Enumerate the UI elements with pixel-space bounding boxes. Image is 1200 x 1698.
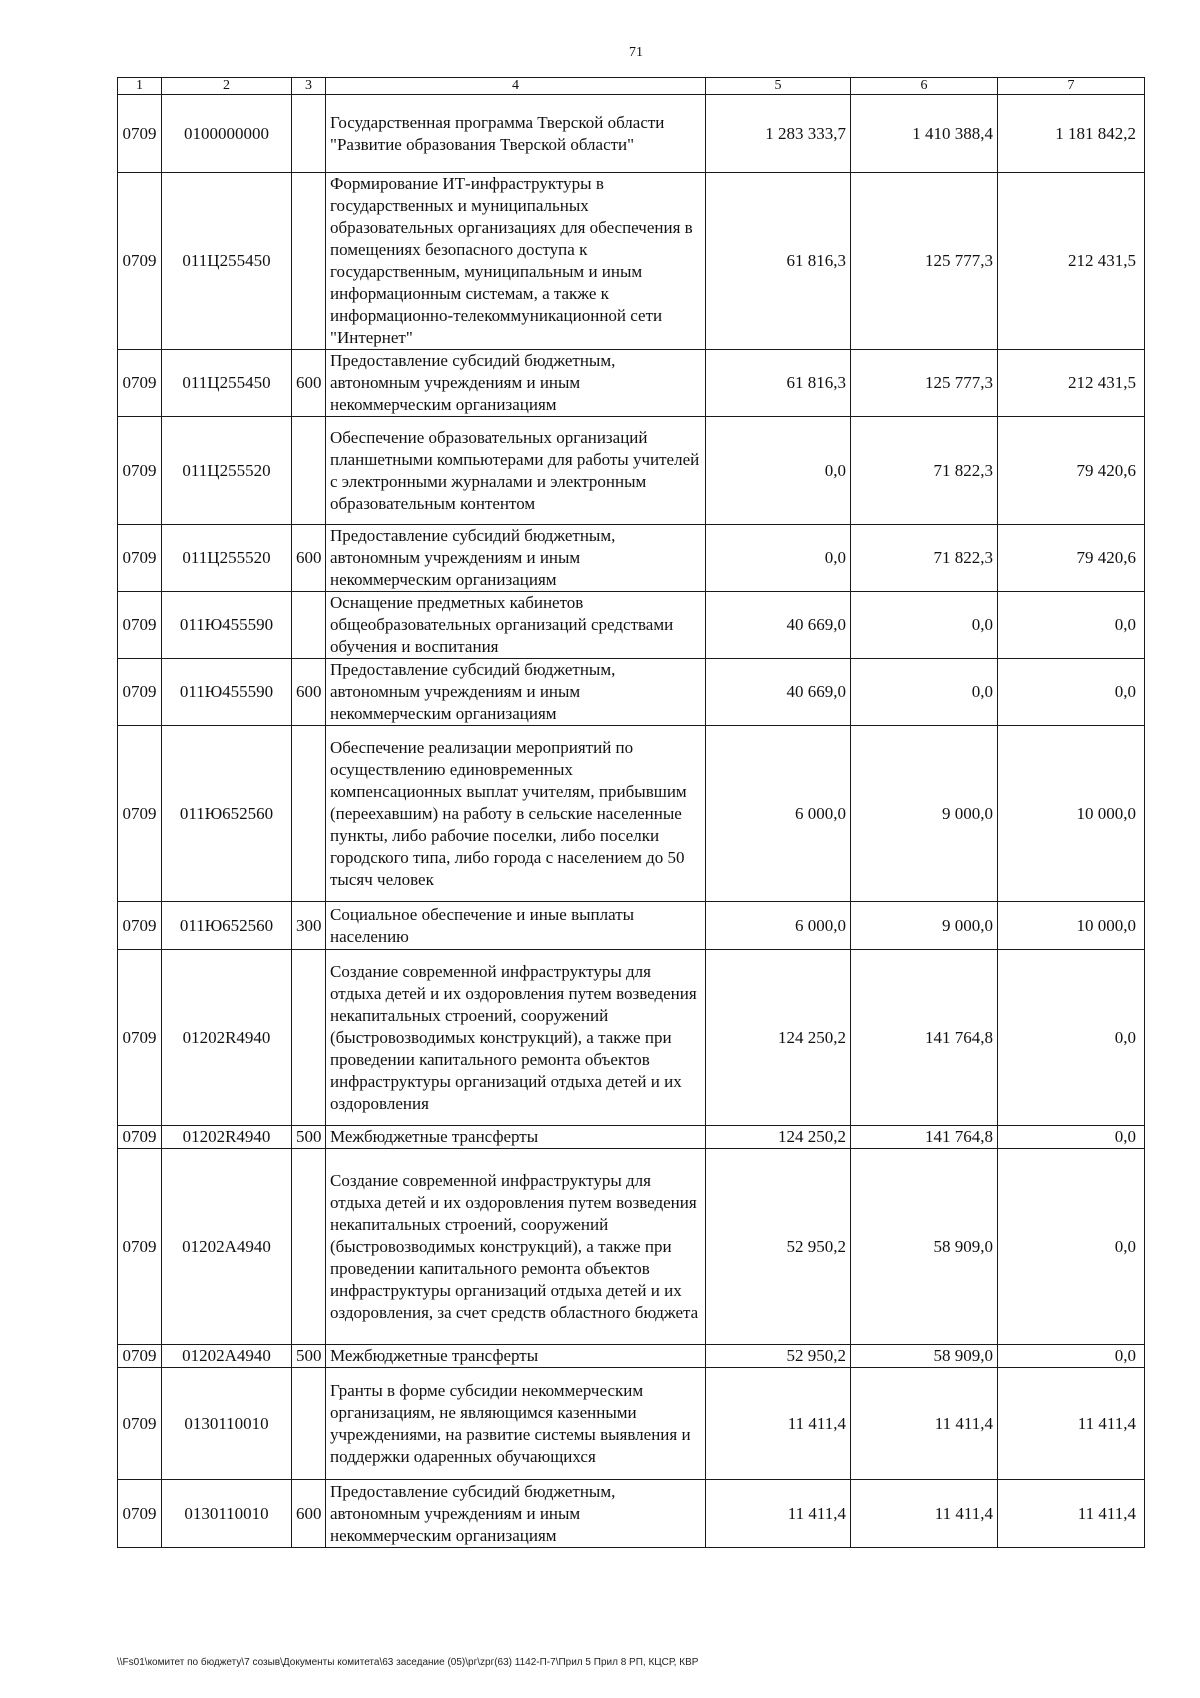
row-description: Предоставление субсидий бюджетным, автономным учреждениям и иным некоммерческим организациям	[326, 659, 706, 726]
row-expense-type-code	[292, 417, 326, 525]
row-amount-col6: 11 411,4	[851, 1480, 998, 1548]
row-amount-col5: 11 411,4	[706, 1368, 851, 1480]
row-amount-col7: 10 000,0	[998, 726, 1145, 902]
table-row	[118, 350, 1145, 417]
row-section-code: 0709	[118, 1149, 162, 1345]
row-section-code: 0709	[118, 525, 162, 592]
column-header: 1	[118, 78, 162, 95]
header-row	[118, 78, 1145, 95]
table-row	[118, 1480, 1145, 1548]
row-expense-type-code: 500	[292, 1345, 326, 1368]
row-expense-type-code	[292, 1368, 326, 1480]
row-amount-col7: 79 420,6	[998, 525, 1145, 592]
row-expense-type-code	[292, 950, 326, 1126]
row-amount-col7: 11 411,4	[998, 1368, 1145, 1480]
row-amount-col7: 0,0	[998, 592, 1145, 659]
row-amount-col6: 141 764,8	[851, 1126, 998, 1149]
row-amount-col6: 125 777,3	[851, 350, 998, 417]
row-amount-col5: 1 283 333,7	[706, 95, 851, 173]
row-description: Оснащение предметных кабинетов общеобразовательных организаций средствами обучения и воспитания	[326, 592, 706, 659]
row-amount-col7: 0,0	[998, 1126, 1145, 1149]
row-amount-col6: 9 000,0	[851, 726, 998, 902]
row-amount-col6: 0,0	[851, 592, 998, 659]
row-section-code: 0709	[118, 1368, 162, 1480]
row-amount-col6: 58 909,0	[851, 1345, 998, 1368]
row-section-code: 0709	[118, 1480, 162, 1548]
table-row	[118, 592, 1145, 659]
row-description: Создание современной инфраструктуры для отдыха детей и их оздоровления путем возведения некапитальных строений, сооружений (быстровозводимых конструкций), а также при проведении капитального ремонта объектов инфраструктуры организаций отдыха детей и их оздоровления	[326, 950, 706, 1126]
row-expense-type-code	[292, 173, 326, 350]
row-amount-col6: 1 410 388,4	[851, 95, 998, 173]
row-section-code: 0709	[118, 902, 162, 950]
row-amount-col5: 61 816,3	[706, 173, 851, 350]
column-header: 7	[998, 78, 1145, 95]
row-section-code: 0709	[118, 950, 162, 1126]
row-amount-col5: 40 669,0	[706, 592, 851, 659]
table-row	[118, 1368, 1145, 1480]
table-body	[118, 95, 1145, 1548]
row-amount-col6: 141 764,8	[851, 950, 998, 1126]
table-row	[118, 1126, 1145, 1149]
row-target-article-code: 01202R4940	[162, 950, 292, 1126]
row-expense-type-code	[292, 726, 326, 902]
row-expense-type-code: 600	[292, 525, 326, 592]
row-description: Межбюджетные трансферты	[326, 1345, 706, 1368]
column-header: 2	[162, 78, 292, 95]
column-header: 3	[292, 78, 326, 95]
row-amount-col5: 40 669,0	[706, 659, 851, 726]
row-section-code: 0709	[118, 95, 162, 173]
row-amount-col7: 10 000,0	[998, 902, 1145, 950]
row-description: Предоставление субсидий бюджетным, автономным учреждениям и иным некоммерческим организациям	[326, 525, 706, 592]
row-target-article-code: 011Ц255520	[162, 525, 292, 592]
row-target-article-code: 01202А4940	[162, 1149, 292, 1345]
row-description: Предоставление субсидий бюджетным, автономным учреждениям и иным некоммерческим организациям	[326, 1480, 706, 1548]
table-row	[118, 726, 1145, 902]
row-section-code: 0709	[118, 1126, 162, 1149]
table-row	[118, 525, 1145, 592]
row-section-code: 0709	[118, 659, 162, 726]
row-amount-col6: 58 909,0	[851, 1149, 998, 1345]
row-section-code: 0709	[118, 417, 162, 525]
row-amount-col5: 0,0	[706, 525, 851, 592]
row-amount-col5: 0,0	[706, 417, 851, 525]
row-target-article-code: 011Ц255450	[162, 173, 292, 350]
page-number: 71	[629, 45, 643, 60]
row-section-code: 0709	[118, 350, 162, 417]
row-target-article-code: 0100000000	[162, 95, 292, 173]
table-row	[118, 1149, 1145, 1345]
row-description: Обеспечение образовательных организаций планшетными компьютерами для работы учителей с электронными журналами и электронным образовательным контентом	[326, 417, 706, 525]
row-amount-col7: 1 181 842,2	[998, 95, 1145, 173]
row-amount-col6: 11 411,4	[851, 1368, 998, 1480]
row-description: Социальное обеспечение и иные выплаты населению	[326, 902, 706, 950]
table-row	[118, 95, 1145, 173]
row-amount-col7: 0,0	[998, 1345, 1145, 1368]
row-amount-col5: 52 950,2	[706, 1149, 851, 1345]
row-expense-type-code	[292, 95, 326, 173]
row-amount-col7: 0,0	[998, 1149, 1145, 1345]
table-row	[118, 950, 1145, 1126]
row-description: Создание современной инфраструктуры для отдыха детей и их оздоровления путем возведения некапитальных строений, сооружений (быстровозводимых конструкций), а также при проведении капитального ремонта объектов инфраструктуры организаций отдыха детей и их оздоровления, за счет средств областного бюджета	[326, 1149, 706, 1345]
table-row	[118, 659, 1145, 726]
row-amount-col6: 0,0	[851, 659, 998, 726]
row-amount-col7: 0,0	[998, 659, 1145, 726]
row-amount-col5: 6 000,0	[706, 726, 851, 902]
row-description: Предоставление субсидий бюджетным, автономным учреждениям и иным некоммерческим организациям	[326, 350, 706, 417]
row-amount-col7: 11 411,4	[998, 1480, 1145, 1548]
row-description: Гранты в форме субсидии некоммерческим организациям, не являющимся казенными учреждениями, на развитие системы выявления и поддержки одаренных обучающихся	[326, 1368, 706, 1480]
row-amount-col6: 71 822,3	[851, 417, 998, 525]
row-expense-type-code: 500	[292, 1126, 326, 1149]
row-target-article-code: 011Ю455590	[162, 659, 292, 726]
row-target-article-code: 0130110010	[162, 1480, 292, 1548]
row-amount-col5: 61 816,3	[706, 350, 851, 417]
row-amount-col7: 79 420,6	[998, 417, 1145, 525]
table-row	[118, 417, 1145, 525]
table-row	[118, 902, 1145, 950]
row-description: Государственная программа Тверской области "Развитие образования Тверской области"	[326, 95, 706, 173]
row-amount-col6: 9 000,0	[851, 902, 998, 950]
row-amount-col5: 11 411,4	[706, 1480, 851, 1548]
row-expense-type-code: 600	[292, 1480, 326, 1548]
row-section-code: 0709	[118, 173, 162, 350]
row-expense-type-code: 600	[292, 350, 326, 417]
row-amount-col7: 0,0	[998, 950, 1145, 1126]
row-amount-col7: 212 431,5	[998, 173, 1145, 350]
row-amount-col5: 6 000,0	[706, 902, 851, 950]
row-amount-col5: 52 950,2	[706, 1345, 851, 1368]
row-description: Обеспечение реализации мероприятий по осуществлению единовременных компенсационных выплат учителям, прибывшим (переехавшим) на работу в сельские населенные пункты, либо рабочие поселки, либо поселки городского типа, либо города с населением до 50 тысяч человек	[326, 726, 706, 902]
row-expense-type-code	[292, 1149, 326, 1345]
column-header: 5	[706, 78, 851, 95]
row-section-code: 0709	[118, 1345, 162, 1368]
column-header: 4	[326, 78, 706, 95]
row-target-article-code: 011Ю652560	[162, 902, 292, 950]
row-section-code: 0709	[118, 726, 162, 902]
row-amount-col6: 71 822,3	[851, 525, 998, 592]
row-target-article-code: 011Ц255450	[162, 350, 292, 417]
column-header: 6	[851, 78, 998, 95]
row-section-code: 0709	[118, 592, 162, 659]
row-expense-type-code: 300	[292, 902, 326, 950]
table-row	[118, 173, 1145, 350]
row-amount-col5: 124 250,2	[706, 950, 851, 1126]
row-target-article-code: 011Ц255520	[162, 417, 292, 525]
row-amount-col6: 125 777,3	[851, 173, 998, 350]
row-description: Формирование ИТ-инфраструктуры в государственных и муниципальных образовательных организациях для обеспечения в помещениях безопасного доступа к государственным, муниципальным и иным информационным системам, а также к информационно-телекоммуникационной сети "Интернет"	[326, 173, 706, 350]
row-target-article-code: 0130110010	[162, 1368, 292, 1480]
budget-table	[117, 77, 1145, 1548]
row-target-article-code: 01202А4940	[162, 1345, 292, 1368]
file-path-footer: \\Fs01\комитет по бюджету\7 созыв\Документы комитета\63 заседание (05)\рг\zрг(63) 1142-П-7\Прил 5 Прил 8 РП, КЦСР, КВР	[117, 1657, 699, 1668]
row-expense-type-code	[292, 592, 326, 659]
row-amount-col5: 124 250,2	[706, 1126, 851, 1149]
table-row	[118, 1345, 1145, 1368]
row-description: Межбюджетные трансферты	[326, 1126, 706, 1149]
row-target-article-code: 011Ю455590	[162, 592, 292, 659]
row-amount-col7: 212 431,5	[998, 350, 1145, 417]
row-expense-type-code: 600	[292, 659, 326, 726]
row-target-article-code: 011Ю652560	[162, 726, 292, 902]
row-target-article-code: 01202R4940	[162, 1126, 292, 1149]
